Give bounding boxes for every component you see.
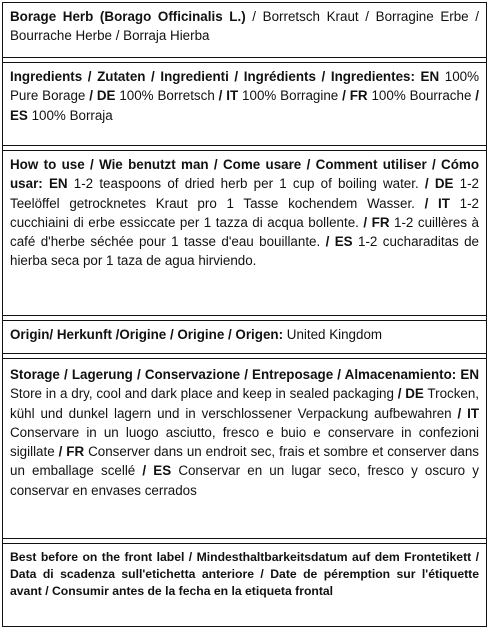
storage-it-code: / IT [457, 405, 480, 421]
ingredients-de-code: / DE [89, 88, 116, 104]
usage-en-code: EN [42, 176, 68, 192]
ingredients-it-text: 100% Borragine [238, 88, 343, 104]
usage-fr-text: 1-2 cuillères à café d'herbe séchée pour 1 tasse d'eau bouillante. [10, 214, 479, 250]
usage-es-code: / ES [325, 234, 353, 250]
best-before-text: Best before on the front label / Mindesthaltbarkeitsdatum auf dem Frontetikett / Data di scadenza sull'etichetta anteriore / Date de péremption sur l'étiquette avant / Consumir antes de la fecha en la etiqueta frontal [10, 550, 479, 599]
section-divider [3, 315, 486, 321]
section-divider [3, 353, 486, 359]
ingredients-fr-code: / FR [342, 88, 368, 104]
usage-it-code: / IT [424, 195, 450, 211]
section-divider [3, 145, 486, 151]
ingredients-de-text: 100% Borretsch [115, 88, 219, 104]
ingredients-en-text: 100% Pure Borage [10, 69, 479, 104]
product-title-translations: / Borretsch Kraut / Borragine Erbe / Bourrache Herbe / Borraja Hierba [10, 9, 479, 44]
storage-de-text: Trocken, kühl und dunkel lagern und in verschlossener Verpackung aufbewahren [10, 386, 480, 421]
origin-heading: Origin/ Herkunft /Origine / Origine / Origen: [10, 327, 284, 342]
usage-section [3, 155, 486, 319]
storage-de-code: / DE [397, 386, 424, 402]
origin-section [3, 325, 486, 349]
ingredients-es-text: 100% Borraja [27, 107, 113, 123]
ingredients-en-code: EN [420, 69, 440, 84]
product-label [2, 2, 487, 627]
usage-es-text: 1-2 cucharaditas de hierba seca por 1 taza de agua hirviendo. [10, 234, 480, 269]
origin-value: United Kingdom [283, 327, 383, 342]
storage-en-text: Store in a dry, cool and dark place and keep in sealed packaging [10, 386, 398, 402]
product-title [3, 7, 486, 53]
usage-heading: How to use / Wie benutzt man / Come usare / Comment utiliser / Cómo usar: [10, 157, 479, 192]
ingredients-section [3, 67, 486, 143]
storage-heading: Storage / Lagerung / Conservazione / Entreposage / Almacenamiento: [10, 367, 457, 382]
ingredients-heading: Ingredients / Zutaten / Ingredienti / Ingrédients / Ingredientes: [10, 69, 415, 84]
storage-es-text: Conservar en un lugar seco, fresco y oscuro y conservar en envases cerrados [10, 463, 479, 498]
storage-section [3, 365, 486, 541]
storage-es-code: / ES [142, 463, 172, 479]
product-title-bold: Borage Herb (Borago Officinalis L.) [10, 9, 246, 24]
storage-en-code: EN [456, 367, 479, 382]
usage-de-code: / DE [424, 176, 454, 192]
storage-fr-text: Conserver dans un endroit sec, frais et sombre et conserver dans un emballage scellé [10, 444, 479, 479]
usage-de-text: 1-2 Teelöffel getrocknetes Kraut pro 1 Tasse kochendem Wasser. [10, 176, 479, 211]
best-before-section [3, 549, 486, 625]
storage-it-text: Conservare in un luogo asciutto, fresco e buio e conservare in confezioni sigillate [10, 424, 479, 460]
section-divider [3, 57, 486, 63]
storage-fr-code: / FR [58, 444, 85, 460]
usage-fr-code: / FR [363, 214, 390, 230]
usage-it-text: 1-2 cucchiaini di erbe essiccate per 1 tazza di acqua bollente. [10, 195, 479, 230]
ingredients-fr-text: 100% Bourrache [367, 88, 476, 104]
section-divider [3, 538, 486, 544]
ingredients-it-code: / IT [218, 88, 239, 104]
ingredients-es-code: / ES [10, 88, 480, 123]
usage-en-text: 1-2 teaspoons of dried herb per 1 cup of boiling water. [67, 176, 425, 192]
